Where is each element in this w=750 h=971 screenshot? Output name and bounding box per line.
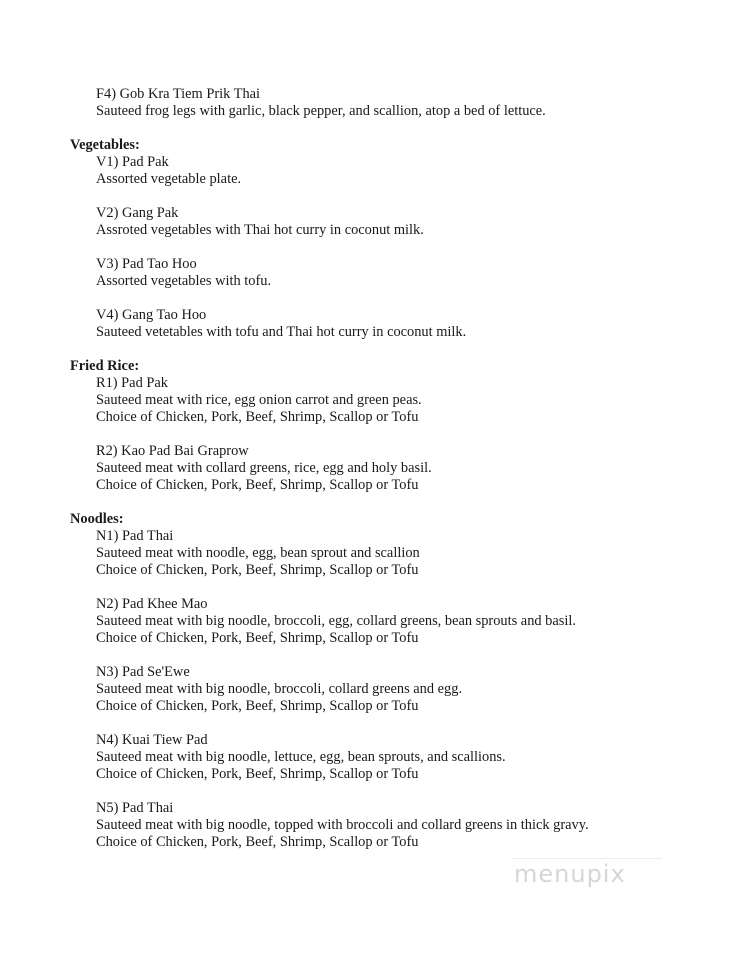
menu-section bbox=[70, 358, 710, 494]
menu-item-description: Sauteed frog legs with garlic, black pepper, and scallion, atop a bed of lettuce. bbox=[96, 103, 546, 119]
menu-item-name: N2) Pad Khee Mao bbox=[96, 596, 208, 612]
menu-section bbox=[70, 86, 710, 120]
menu-item bbox=[96, 596, 710, 647]
menu-item bbox=[96, 732, 710, 783]
section-heading: Vegetables: bbox=[70, 137, 140, 153]
menu-item-name: N5) Pad Thai bbox=[96, 800, 174, 816]
menu-item-choices: Choice of Chicken, Pork, Beef, Shrimp, Scallop or Tofu bbox=[96, 698, 419, 714]
menu-item-description: Sauteed meat with big noodle, lettuce, egg, bean sprouts, and scallions. bbox=[96, 749, 506, 765]
menu-content bbox=[70, 86, 710, 851]
menu-item bbox=[96, 375, 710, 426]
menu-item bbox=[96, 528, 710, 579]
menu-item bbox=[96, 86, 710, 120]
menu-item-choices: Choice of Chicken, Pork, Beef, Shrimp, Scallop or Tofu bbox=[96, 630, 419, 646]
menu-item bbox=[96, 800, 710, 851]
menu-item-name: V2) Gang Pak bbox=[96, 205, 179, 221]
menu-item-description: Sauteed meat with noodle, egg, bean sprout and scallion bbox=[96, 545, 420, 561]
section-heading: Noodles: bbox=[70, 511, 124, 527]
menu-item-name: R1) Pad Pak bbox=[96, 375, 168, 391]
watermark-rule bbox=[512, 858, 662, 859]
menu-item-description: Sauteed meat with big noodle, broccoli, egg, collard greens, bean sprouts and basil. bbox=[96, 613, 576, 629]
menu-item-description: Sauteed meat with collard greens, rice, egg and holy basil. bbox=[96, 460, 432, 476]
menu-item-name: V3) Pad Tao Hoo bbox=[96, 256, 197, 272]
menu-item-description: Assorted vegetables with tofu. bbox=[96, 273, 272, 289]
menu-section bbox=[70, 511, 710, 851]
menu-item bbox=[96, 256, 710, 290]
menu-item bbox=[96, 664, 710, 715]
menu-item bbox=[96, 307, 710, 341]
menu-item bbox=[96, 154, 710, 188]
menu-item-description: Sauteed meat with rice, egg onion carrot and green peas. bbox=[96, 392, 422, 408]
menu-item-name: F4) Gob Kra Tiem Prik Thai bbox=[96, 86, 261, 102]
menu-item-choices: Choice of Chicken, Pork, Beef, Shrimp, Scallop or Tofu bbox=[96, 562, 419, 578]
menu-item-description: Sauteed vetetables with tofu and Thai hot curry in coconut milk. bbox=[96, 324, 467, 340]
menu-item-name: R2) Kao Pad Bai Graprow bbox=[96, 443, 249, 459]
menu-item-name: N1) Pad Thai bbox=[96, 528, 174, 544]
menu-section bbox=[70, 137, 710, 341]
menu-item-description: Sauteed meat with big noodle, topped with broccoli and collard greens in thick gravy. bbox=[96, 817, 589, 833]
menu-item-name: N3) Pad Se'Ewe bbox=[96, 664, 190, 680]
section-heading: Fried Rice: bbox=[70, 358, 140, 374]
menu-item-choices: Choice of Chicken, Pork, Beef, Shrimp, Scallop or Tofu bbox=[96, 409, 419, 425]
menu-item-choices: Choice of Chicken, Pork, Beef, Shrimp, Scallop or Tofu bbox=[96, 477, 419, 493]
menu-item-choices: Choice of Chicken, Pork, Beef, Shrimp, Scallop or Tofu bbox=[96, 766, 419, 782]
menu-item-description: Sauteed meat with big noodle, broccoli, collard greens and egg. bbox=[96, 681, 463, 697]
menu-item bbox=[96, 205, 710, 239]
menu-item-description: Assroted vegetables with Thai hot curry in coconut milk. bbox=[96, 222, 424, 238]
menu-item-choices: Choice of Chicken, Pork, Beef, Shrimp, Scallop or Tofu bbox=[96, 834, 419, 850]
menu-item-name: V4) Gang Tao Hoo bbox=[96, 307, 207, 323]
menu-item-description: Assorted vegetable plate. bbox=[96, 171, 242, 187]
menu-item-name: V1) Pad Pak bbox=[96, 154, 169, 170]
menu-item-name: N4) Kuai Tiew Pad bbox=[96, 732, 208, 748]
menupix-watermark: menupix bbox=[514, 860, 626, 888]
menu-item bbox=[96, 443, 710, 494]
